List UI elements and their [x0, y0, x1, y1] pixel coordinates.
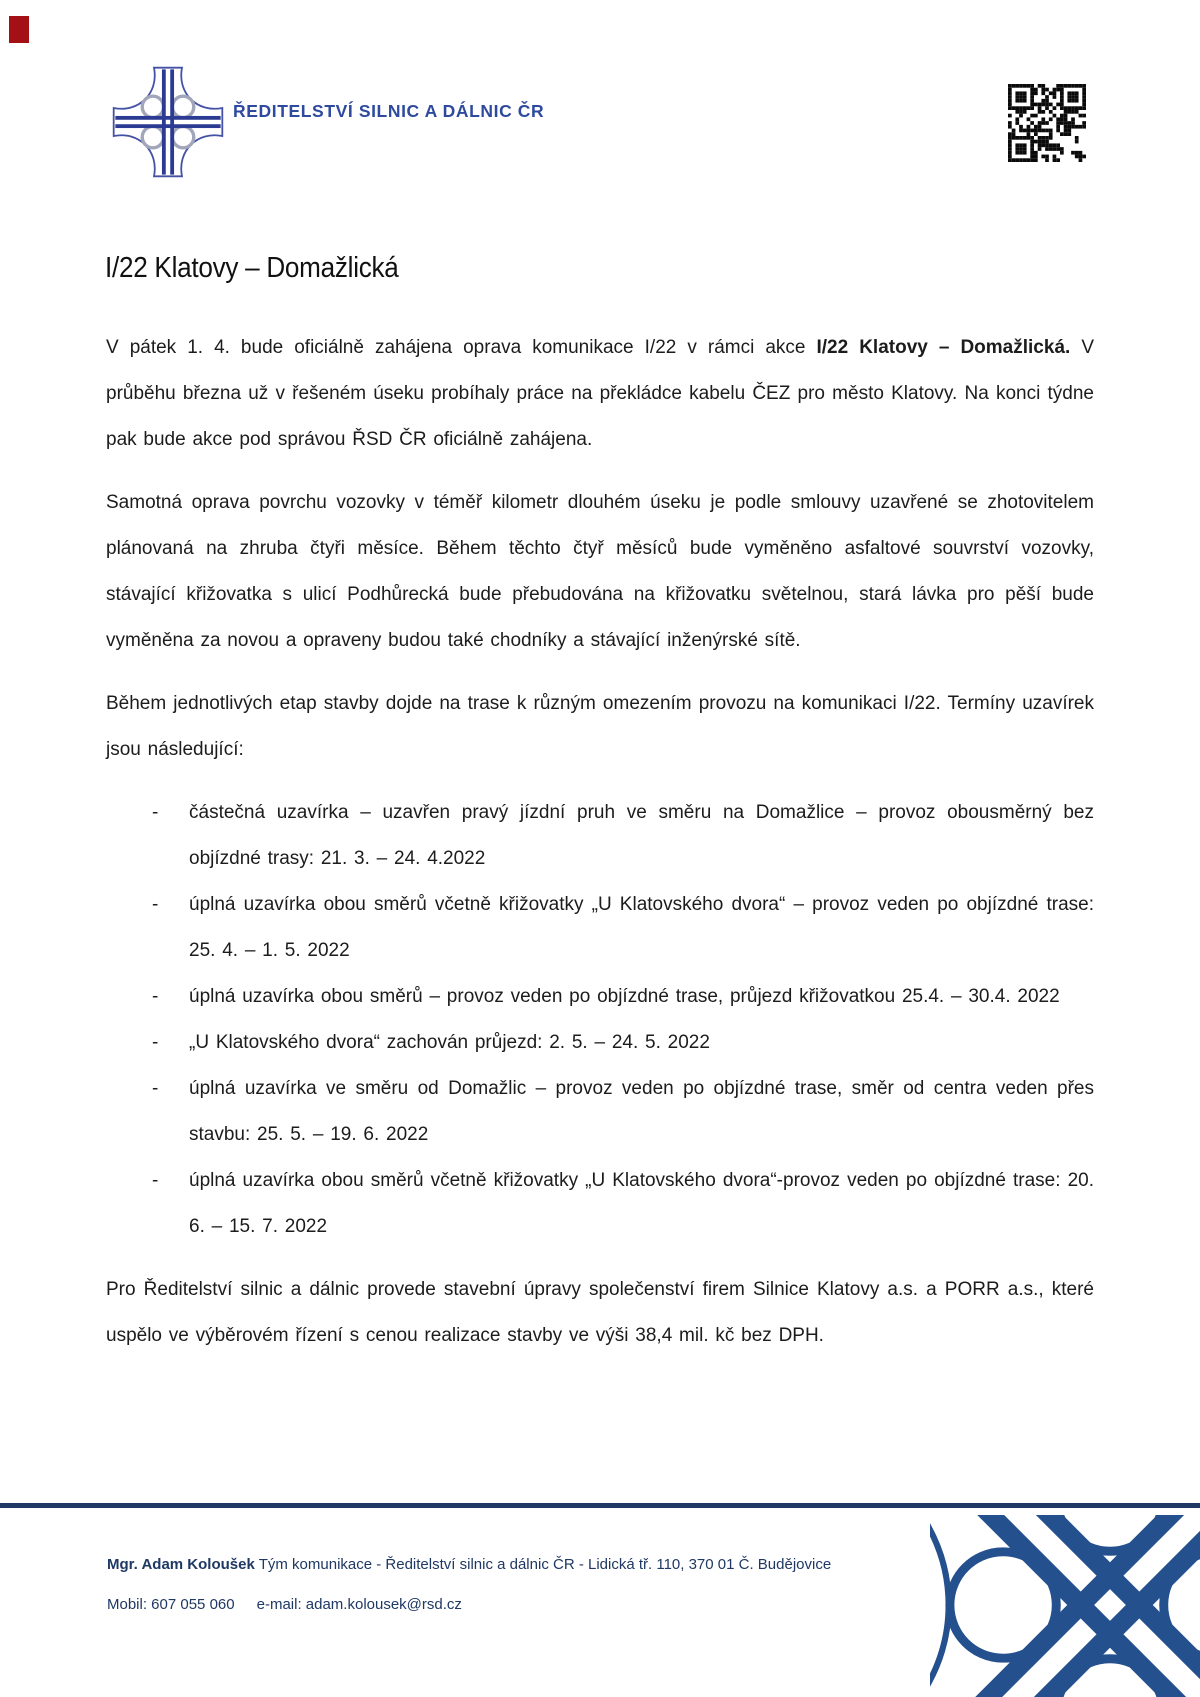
dash-marker: - — [152, 802, 159, 823]
closure-item-text: „U Klatovského dvora“ zachován průjezd: 2. 5. – 24. 5. 2022 — [189, 1032, 710, 1053]
dash-marker: - — [152, 1170, 159, 1191]
dash-marker: - — [152, 894, 159, 915]
qr-code-icon — [1008, 84, 1086, 162]
closure-item — [106, 790, 1094, 882]
document-body — [106, 325, 1094, 1376]
footer-contact-line — [107, 1556, 831, 1573]
red-mark — [9, 16, 29, 43]
rsd-cloverleaf-logo-large-icon — [930, 1515, 1200, 1697]
paragraph-contractor: Pro Ředitelství silnic a dálnic provede stavební úpravy společenství firem Silnice Klatovy a.s. a PORR a.s., které uspělo ve výběrovém řízení s cenou realizace stavby ve výši 38,4 mil. kč bez DPH. — [106, 1279, 1094, 1346]
closure-list — [106, 790, 1094, 1250]
closure-item-text: úplná uzavírka obou směrů včetně křižovatky „U Klatovského dvora“ – provoz veden po objízdné trase: 25. 4. – 1. 5. 2022 — [189, 894, 1094, 961]
closure-item — [106, 1158, 1094, 1250]
closure-item — [106, 1066, 1094, 1158]
closure-item-text: úplná uzavírka obou směrů včetně křižovatky „U Klatovského dvora“-provoz veden po objízdné trase: 20. 6. – 15. 7. 2022 — [189, 1170, 1094, 1237]
contact-name: Mgr. Adam Koloušek — [107, 1556, 255, 1573]
intro-text-2: V průběhu března už v řešeném úseku probíhaly práce na překládce kabelu ČEZ pro město Klatovy. Na konci týdne pak bude akce pod správou ŘSD ČR oficiálně zahájena. — [106, 337, 1094, 450]
paragraph-scope: Samotná oprava povrchu vozovky v téměř kilometr dlouhém úseku je podle smlouvy uzavřené se zhotovitelem plánovaná na zhruba čtyři měsíce. Během těchto čtyř měsíců bude vyměněno asfaltové souvrství vozovky, stávající křižovatka s ulicí Podhůrecká bude přebudována na křižovatku světelnou, stará lávka pro pěší bude vyměněna za novou a opraveny budou také chodníky a stávající inženýrské sítě. — [106, 492, 1094, 651]
closure-item — [106, 882, 1094, 974]
paragraph-intro — [106, 325, 1094, 463]
closure-item — [106, 974, 1094, 1020]
paragraph-closures-intro: Během jednotlivých etap stavby dojde na trase k různým omezením provozu na komunikaci I/22. Termíny uzavírek jsou následující: — [106, 693, 1094, 760]
intro-text-1: V pátek 1. 4. bude oficiálně zahájena oprava komunikace I/22 v rámci akce — [106, 337, 817, 358]
rsd-logo-watermark — [930, 1515, 1200, 1697]
dash-marker: - — [152, 1032, 159, 1053]
closure-item — [106, 1020, 1094, 1066]
contact-mobile: Mobil: 607 055 060 — [107, 1596, 235, 1613]
brand-name: ŘEDITELSTVÍ SILNIC A DÁLNIC ČR — [233, 101, 545, 121]
dash-marker: - — [152, 986, 159, 1007]
closure-item-text: úplná uzavírka obou směrů – provoz veden po objízdné trase, průjezd křižovatkou 25.4. – 30.4. 2022 — [189, 986, 1060, 1007]
closure-item-text: částečná uzavírka – uzavřen pravý jízdní pruh ve směru na Domažlice – provoz obousměrný bez objízdné trasy: 21. 3. – 24. 4.2022 — [189, 802, 1094, 869]
dash-marker: - — [152, 1078, 159, 1099]
intro-bold: I/22 Klatovy – Domažlická. — [816, 337, 1071, 358]
page-title: I/22 Klatovy – Domažlická — [105, 252, 399, 284]
closure-item-text: úplná uzavírka ve směru od Domažlic – provoz veden po objízdné trase, směr od centra veden přes stavbu: 25. 5. – 19. 6. 2022 — [189, 1078, 1094, 1145]
footer-phone-email-line — [107, 1596, 462, 1613]
footer-divider — [0, 1503, 1200, 1508]
contact-role: Tým komunikace - Ředitelství silnic a dálnic ČR - Lidická tř. 110, 370 01 Č. Budějovice — [258, 1556, 832, 1573]
contact-email: e-mail: adam.kolousek@rsd.cz — [256, 1596, 462, 1613]
rsd-cloverleaf-logo-icon — [112, 66, 224, 178]
